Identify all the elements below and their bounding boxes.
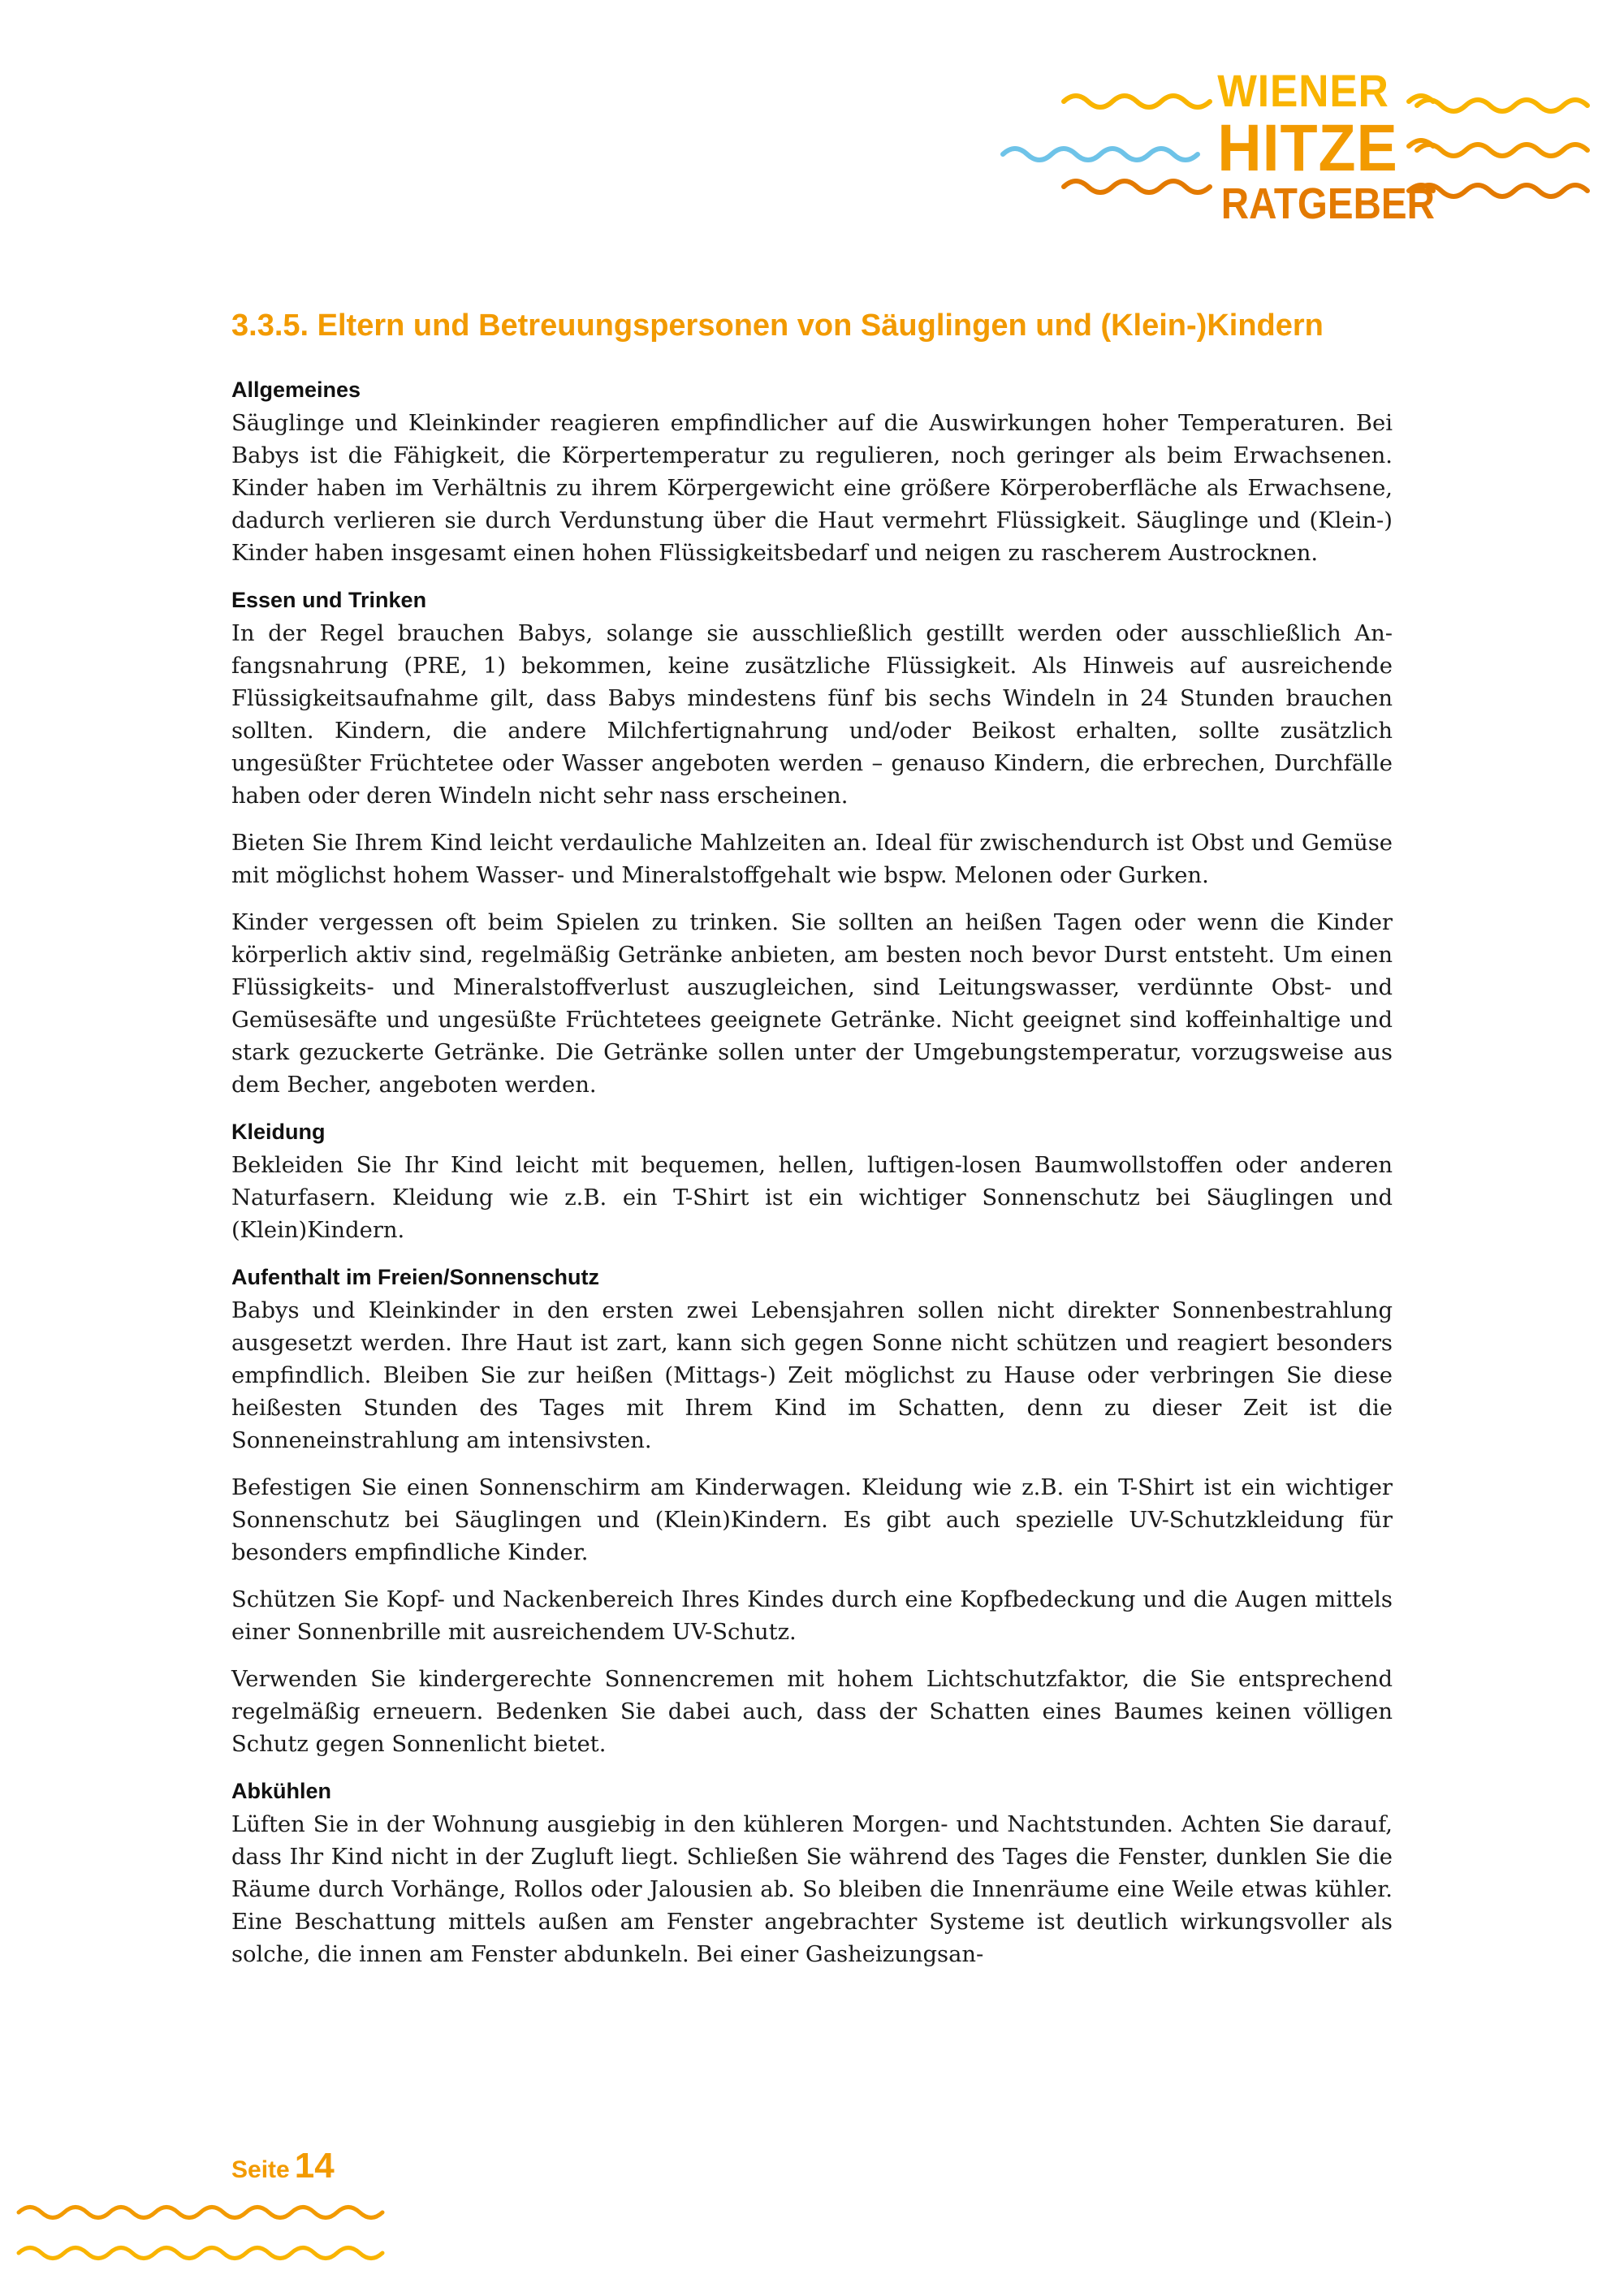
section-essen-und-trinken xyxy=(231,588,1393,1102)
footer-wave-2 xyxy=(19,2248,382,2259)
logo-line-wiener: WIENER xyxy=(1217,65,1389,116)
paragraph: In der Regel brauchen Babys, solange sie ausschließlich gestillt werden oder ausschließlich Anfangsnahrung (PRE, 1) bekommen, keine zusätzliche Flüssigkeit. Als Hinweis auf ausreichende Flüssigkeitsaufnahme gilt, dass Babys mindestens fünf bis sechs Windeln in 24 Stunden brauchen sollten. Kindern, die andere Milchfertignahrung und/oder Beikost erhalten, sollte zusätzlich ungesüßter Früchtetee oder Wasser angeboten werden – genauso Kindern, die erbrechen, Durchfälle haben oder deren Windeln nicht sehr nass erscheinen. xyxy=(231,621,1393,809)
section-kleidung xyxy=(231,1120,1393,1247)
paragraph: Säuglinge und Kleinkinder reagieren empfindlicher auf die Auswirkungen hoher Temperaturen. Bei Babys ist die Fähigkeit, die Körpertemperatur zu regulieren, noch geringer als beim Erwachsenen. Kinder haben im Verhältnis zu ihrem Körpergewicht eine größere Körperoberfläche als Erwachsene, dadurch verlieren sie durch Verdunstung über die Haut vermehrt Flüssigkeit. Säuglinge und (Klein-) Kinder haben insgesamt einen hohen Flüssigkeitsbedarf und neigen zu rascherem Austrocknen. xyxy=(231,411,1393,566)
logo-wave-left-3 xyxy=(1064,181,1210,192)
paragraph: Verwenden Sie kindergerechte Sonnencremen mit hohem Lichtschutzfaktor, die Sie entsprechend regelmäßig erneuern. Bedenken Sie dabei auch, dass der Schatten eines Baumes keinen völligen Schutz gegen Sonnenlicht bietet. xyxy=(231,1667,1393,1757)
paragraph: Babys und Kleinkinder in den ersten zwei Lebensjahren sollen nicht direkter Sonnenbestrahlung ausgesetzt werden. Ihre Haut ist zart, kann sich gegen Sonne nicht schützen und reagiert besonders empfindlich. Bleiben Sie zur heißen (Mittags-) Zeit möglichst zu Hause oder verbringen Sie diese heißesten Stunden des Tages mit Ihrem Kind im Schatten, denn zu dieser Zeit ist die Sonneneinstrahlung am intensivsten. xyxy=(231,1298,1393,1453)
paragraph: Schützen Sie Kopf- und Nackenbereich Ihres Kindes durch eine Kopfbedeckung und die Augen mittels einer Sonnenbrille mit ausreichendem UV-Schutz. xyxy=(231,1587,1393,1645)
paragraph: Befestigen Sie einen Sonnenschirm am Kinderwagen. Kleidung wie z.B. ein T-Shirt ist ein wichtiger Sonnenschutz bei Säuglingen und (Klein)Kindern. Es gibt auch spezielle UV-Schutzkleidung für besonders empfindliche Kinder. xyxy=(231,1475,1393,1565)
heading-allgemeines: Allgemeines xyxy=(231,378,361,402)
section-title: 3.3.5. Eltern und Betreuungspersonen von Säuglingen und (Klein-)Kindern xyxy=(231,309,1324,343)
logo-wave-r-1 xyxy=(1417,100,1587,111)
logo-waves-right-graphic xyxy=(1413,81,1608,211)
logo-line-hitze: HITZE xyxy=(1217,111,1398,185)
heading-aufenthalt-im-freien: Aufenthalt im Freien/Sonnenschutz xyxy=(231,1265,600,1289)
heading-kleidung: Kleidung xyxy=(231,1120,326,1144)
paragraph: Bieten Sie Ihrem Kind leicht verdauliche Mahlzeiten an. Ideal für zwischendurch ist Obst und Gemüse mit möglichst hohem Wasser- und Mineralstoffgehalt wie bspw. Melonen oder Gurken. xyxy=(231,831,1393,888)
footer-wave-1 xyxy=(19,2208,382,2218)
logo-wave-left-2 xyxy=(1003,149,1198,160)
section-abkuehlen xyxy=(231,1779,1393,1971)
section-allgemeines xyxy=(231,378,1393,570)
heading-abkuehlen: Abkühlen xyxy=(231,1779,332,1803)
main-content xyxy=(231,309,1393,1989)
section-aufenthalt-im-freien xyxy=(231,1265,1393,1761)
paragraph: Bekleiden Sie Ihr Kind leicht mit bequemen, hellen, luftigen-losen Baumwollstoffen oder anderen Naturfasern. Kleidung wie z.B. ein T-Shirt ist ein wichtiger Sonnenschutz bei Säuglingen und (Klein)Kindern. xyxy=(231,1153,1393,1243)
heading-essen-und-trinken: Essen und Trinken xyxy=(231,588,427,612)
page-label-word: Seite xyxy=(231,2156,290,2183)
footer-waves-graphic xyxy=(15,2192,388,2273)
page-number-label xyxy=(231,2146,335,2186)
logo-wave-left-1 xyxy=(1064,96,1210,107)
page-number: 14 xyxy=(294,2146,335,2186)
logo-wave-r-2 xyxy=(1417,145,1587,156)
logo xyxy=(1210,65,1435,228)
paragraph: Lüften Sie in der Wohnung ausgiebig in den kühleren Morgen- und Nachtstunden. Achten Sie darauf, dass Ihr Kind nicht in der Zugluft liegt. Schließen Sie während des Tages die Fenster, dunklen Sie die Räume durch Vorhänge, Rollos oder Jalousien ab. So bleiben die Innenräume eine Weile etwas kühler. Eine Beschattung mittels außen am Fenster angebrachter Systeme ist deutlich wirkungsvoller als solche, die innen am Fenster abdunkeln. Bei einer Gasheizungsan- xyxy=(231,1812,1393,1967)
logo-line-ratgeber: RATGEBER xyxy=(1220,179,1435,228)
logo-wave-r-3 xyxy=(1417,185,1587,196)
paragraph: Kinder vergessen oft beim Spielen zu trinken. Sie sollten an heißen Tagen oder wenn die Kinder körperlich aktiv sind, regelmäßig Getränke anbieten, am besten noch bevor Durst entsteht. Um einen Flüssigkeits- und Mineralstoffverlust auszugleichen, sind Leitungswasser, verdünnte Obst- und Gemüsesäfte und ungesüßte Früchtetees geeignete Getränke. Nicht geeignet sind koffeinhaltige und stark gezuckerte Getränke. Die Getränke sollen unter der Umgebungstemperatur, vorzugsweise aus dem Becher, angeboten werden. xyxy=(231,910,1393,1098)
